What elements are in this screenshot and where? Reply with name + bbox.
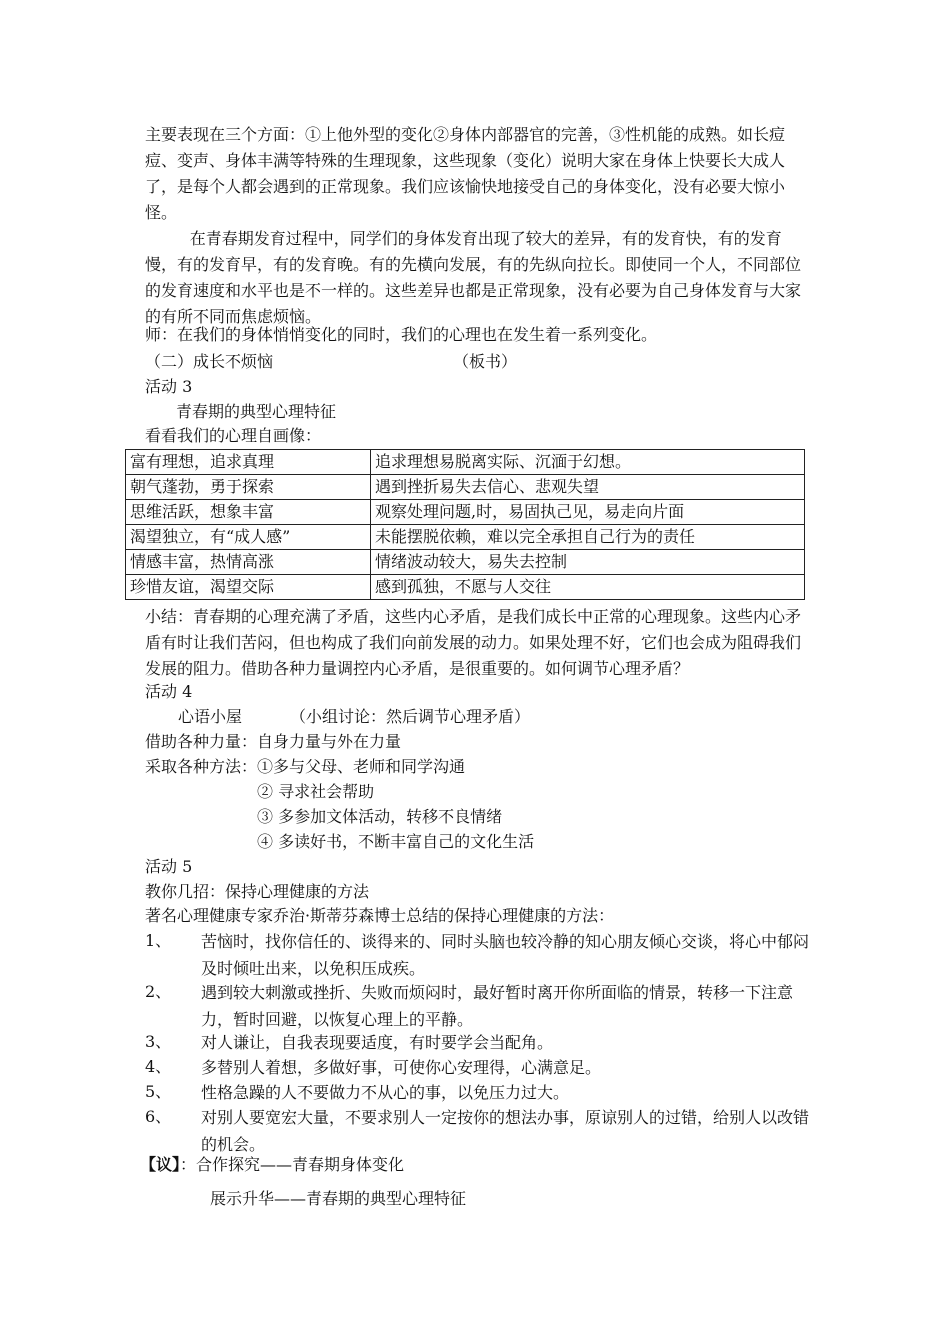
table-cell: 珍惜友谊，渴望交际 <box>126 575 371 600</box>
activity-4-forces: 借助各种力量：自身力量与外在力量 <box>145 732 402 751</box>
activity-5-label: 活动 5 <box>145 857 193 876</box>
intro-paragraph-3: 师：在我们的身体悄悄变化的同时，我们的心理也在发生着一系列变化。 <box>145 325 658 344</box>
list-item-number: 2、 <box>145 982 172 1001</box>
table-cell: 渴望独立，有“成人感” <box>126 525 371 550</box>
table-row <box>126 475 805 500</box>
activity-3-subtitle: 青春期的典型心理特征 <box>176 402 337 421</box>
list-item-number: 3、 <box>145 1032 172 1051</box>
table-cell: 朝气蓬勃，勇于探索 <box>126 475 371 500</box>
table-cell: 观察处理问题,时，易固执己见，易走向片面 <box>371 500 805 525</box>
intro-paragraph-1: 主要表现在三个方面：①上他外型的变化②身体内部器官的完善，③性机能的成熟。如长痘痘、变声、身体丰满等特殊的生理现象，这些现象（变化）说明大家在身体上快要长大成人了，是每个人都会遇到的正常现象。我们应该愉快地接受自己的身体变化，没有必要大惊小怪。 <box>145 125 786 222</box>
table-cell: 感到孤独，不愿与人交往 <box>371 575 805 600</box>
method-item: ④ 多读好书，不断丰富自己的文化生活 <box>257 832 535 851</box>
table-cell: 情感丰富，热情高涨 <box>126 550 371 575</box>
table-row <box>126 550 805 575</box>
list-item-number: 4、 <box>145 1057 172 1076</box>
table-row <box>126 500 805 525</box>
discuss-line-2: 展示升华——青春期的典型心理特征 <box>210 1189 467 1208</box>
summary-paragraph: 小结：青春期的心理充满了矛盾，这些内心矛盾，是我们成长中正常的心理现象。这些内心矛盾有时让我们苦闷，但也构成了我们向前发展的动力。如果处理不好，它们也会成为阻碍我们发展的阻力。借助各种力量调控内心矛盾，是很重要的。如何调节心理矛盾？ <box>145 607 802 678</box>
table-row <box>126 575 805 600</box>
activity-4-methods-lead: 采取各种方法：①多与父母、老师和同学沟通 <box>145 757 466 776</box>
activity-4-title: 心语小屋 <box>178 707 243 726</box>
list-item-text: 遇到较大刺激或挫折、失败而烦闷时，最好暂时离开你所面临的情景，转移一下注意力，暂时回避，以恢复心理上的平静。 <box>201 983 794 1029</box>
discuss-text: ：合作探究——青春期身体变化 <box>180 1155 405 1174</box>
table-row <box>126 450 805 475</box>
activity-3-lead: 看看我们的心理自画像： <box>145 426 322 445</box>
table-cell: 富有理想，追求真理 <box>126 450 371 475</box>
psychology-table <box>125 449 805 600</box>
table-row <box>126 525 805 550</box>
list-item-number: 5、 <box>145 1082 172 1101</box>
table-cell: 未能摆脱依赖，难以完全承担自己行为的责任 <box>371 525 805 550</box>
blackboard-note: （板书） <box>453 352 518 371</box>
list-item-text: 多替别人着想，多做好事，可使你心安理得，心满意足。 <box>201 1058 602 1077</box>
list-item-text: 对人谦让，自我表现要适度，有时要学会当配角。 <box>201 1033 554 1052</box>
activity-5-title: 教你几招：保持心理健康的方法 <box>145 882 370 901</box>
intro-paragraph-2: 在青春期发育过程中，同学们的身体发育出现了较大的差异，有的发育快，有的发育慢，有的发育早，有的发育晚。有的先横向发展，有的先纵向拉长。即使同一个人，不同部位的发育速度和水平也是不一样的。这些差异也都是正常现象，没有必要为自己身体发育与大家的有所不同而焦虑烦恼。 <box>145 229 802 326</box>
activity-4-note: （小组讨论：然后调节心理矛盾） <box>290 707 531 726</box>
list-item-text: 性格急躁的人不要做力不从心的事，以免压力过大。 <box>201 1083 570 1102</box>
list-item-text: 苦恼时，找你信任的、谈得来的、同时头脑也较冷静的知心朋友倾心交谈，将心中郁闷及时倾吐出来，以免积压成疾。 <box>201 932 810 978</box>
table-cell: 思维活跃，想象丰富 <box>126 500 371 525</box>
discuss-label: 【议】 <box>140 1155 181 1174</box>
activity-3-label: 活动 3 <box>145 377 193 396</box>
list-item-number: 1、 <box>145 931 172 950</box>
list-item-number: 6、 <box>145 1107 172 1126</box>
discuss-line <box>140 1152 404 1178</box>
table-cell: 遇到挫折易失去信心、悲观失望 <box>371 475 805 500</box>
table-cell: 追求理想易脱离实际、沉湎于幻想。 <box>371 450 805 475</box>
activity-5-lead: 著名心理健康专家乔治·斯蒂芬森博士总结的保持心理健康的方法： <box>145 906 615 925</box>
section-heading: （二）成长不烦恼 <box>145 352 274 371</box>
list-item-text: 对别人要宽宏大量，不要求别人一定按你的想法办事，原谅别人的过错，给别人以改错的机会。 <box>201 1108 810 1154</box>
activity-4-label: 活动 4 <box>145 682 193 701</box>
method-item: ② 寻求社会帮助 <box>257 782 375 801</box>
table-cell: 情绪波动较大，易失去控制 <box>371 550 805 575</box>
method-item: ③ 多参加文体活动，转移不良情绪 <box>257 807 503 826</box>
